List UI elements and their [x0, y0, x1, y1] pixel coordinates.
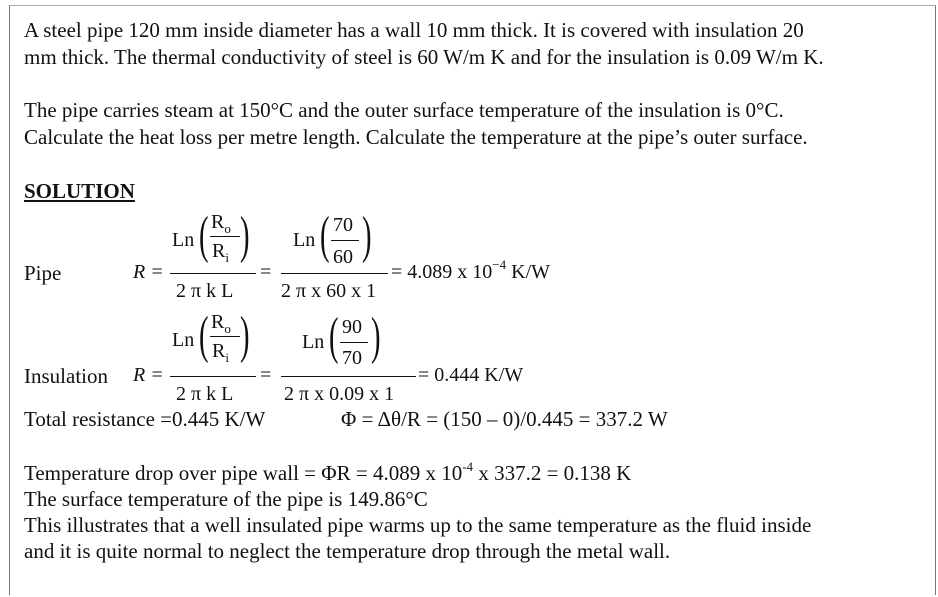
insulation-denominator: 2 π k L — [176, 383, 234, 405]
pipe-lhs: R = — [133, 261, 164, 283]
problem-line-3: The pipe carries steam at 150°C and the outer surface temperature of the insulation is 0°C. — [24, 98, 784, 122]
pipe-result-unit: K/W — [506, 261, 551, 283]
pipe-ro: R — [211, 211, 225, 233]
surface-temperature: The surface temperature of the pipe is 149.86°C — [24, 487, 428, 511]
insulation-numeric-denominator: 2 π x 0.09 x 1 — [284, 383, 395, 405]
insulation-num-bottom: 70 — [342, 347, 362, 369]
temperature-drop-result: x 337.2 = 0.138 K — [473, 461, 632, 485]
insulation-paren-left: ( — [199, 307, 209, 364]
pipe-ro-sub: o — [224, 221, 231, 236]
pipe-ri: R — [212, 240, 226, 262]
conclusion-line-2: and it is quite normal to neglect the temperature drop through the metal wall. — [24, 539, 671, 563]
insulation-numeric-ratio-bar — [340, 342, 368, 343]
pipe-fraction-bar — [170, 273, 256, 274]
pipe-ratio-bar — [210, 236, 240, 237]
pipe-numeric-ratio-bar — [331, 240, 359, 241]
insulation-ri-sub: i — [225, 350, 229, 365]
pipe-paren-left-numeric: ( — [320, 207, 330, 264]
insulation-ratio-bar — [210, 336, 240, 337]
pipe-ln: Ln — [172, 229, 195, 251]
total-resistance: Total resistance =0.445 K/W — [24, 407, 266, 431]
pipe-paren-right-numeric: ) — [362, 207, 372, 264]
pipe-equals: = — [260, 261, 272, 283]
insulation-label: Insulation — [24, 364, 108, 388]
pipe-paren-left: ( — [199, 207, 209, 264]
insulation-paren-left-numeric: ( — [329, 308, 339, 365]
pipe-numeric-denominator: 2 π x 60 x 1 — [281, 280, 377, 302]
insulation-ri: R — [212, 340, 226, 362]
pipe-paren-right: ) — [240, 207, 250, 264]
insulation-equals: = — [260, 364, 272, 386]
pipe-denominator: 2 π k L — [176, 280, 234, 302]
pipe-result: = 4.089 x 10 — [391, 261, 493, 283]
insulation-ln-numeric: Ln — [302, 331, 325, 353]
problem-line-4: Calculate the heat loss per metre length. Calculate the temperature at the pipe’s outer surface. — [24, 125, 808, 149]
insulation-paren-right: ) — [240, 307, 250, 364]
insulation-ln: Ln — [172, 329, 195, 351]
insulation-ro-sub: o — [224, 321, 231, 336]
insulation-lhs: R = — [133, 364, 164, 386]
insulation-numeric-bar — [281, 376, 416, 377]
temperature-drop: Temperature drop over pipe wall = ΦR = 4.089 x 10 — [24, 461, 463, 485]
temperature-drop-exponent: -4 — [462, 459, 474, 474]
pipe-result-exponent: −4 — [492, 257, 507, 272]
insulation-fraction-bar — [170, 376, 256, 377]
pipe-label: Pipe — [24, 261, 62, 285]
insulation-paren-right-numeric: ) — [371, 308, 381, 365]
conclusion-line-1: This illustrates that a well insulated pipe warms up to the same temperature as the fluid inside — [24, 513, 812, 537]
problem-line-2: mm thick. The thermal conductivity of steel is 60 W/m K and for the insulation is 0.09 W/m K. — [24, 45, 824, 69]
problem-line-1: A steel pipe 120 mm inside diameter has a wall 10 mm thick. It is covered with insulation 20 — [24, 18, 804, 42]
insulation-result: = 0.444 K/W — [418, 364, 524, 386]
pipe-ri-sub: i — [225, 250, 229, 265]
pipe-num-top: 70 — [333, 214, 353, 236]
insulation-ro: R — [211, 311, 225, 333]
heat-flux: Φ = Δθ/R = (150 – 0)/0.445 = 337.2 W — [341, 407, 668, 431]
pipe-num-bottom: 60 — [333, 246, 353, 268]
solution-heading: SOLUTION — [24, 179, 135, 203]
pipe-numeric-bar — [281, 273, 388, 274]
insulation-num-top: 90 — [342, 316, 362, 338]
pipe-ln-numeric: Ln — [293, 229, 316, 251]
